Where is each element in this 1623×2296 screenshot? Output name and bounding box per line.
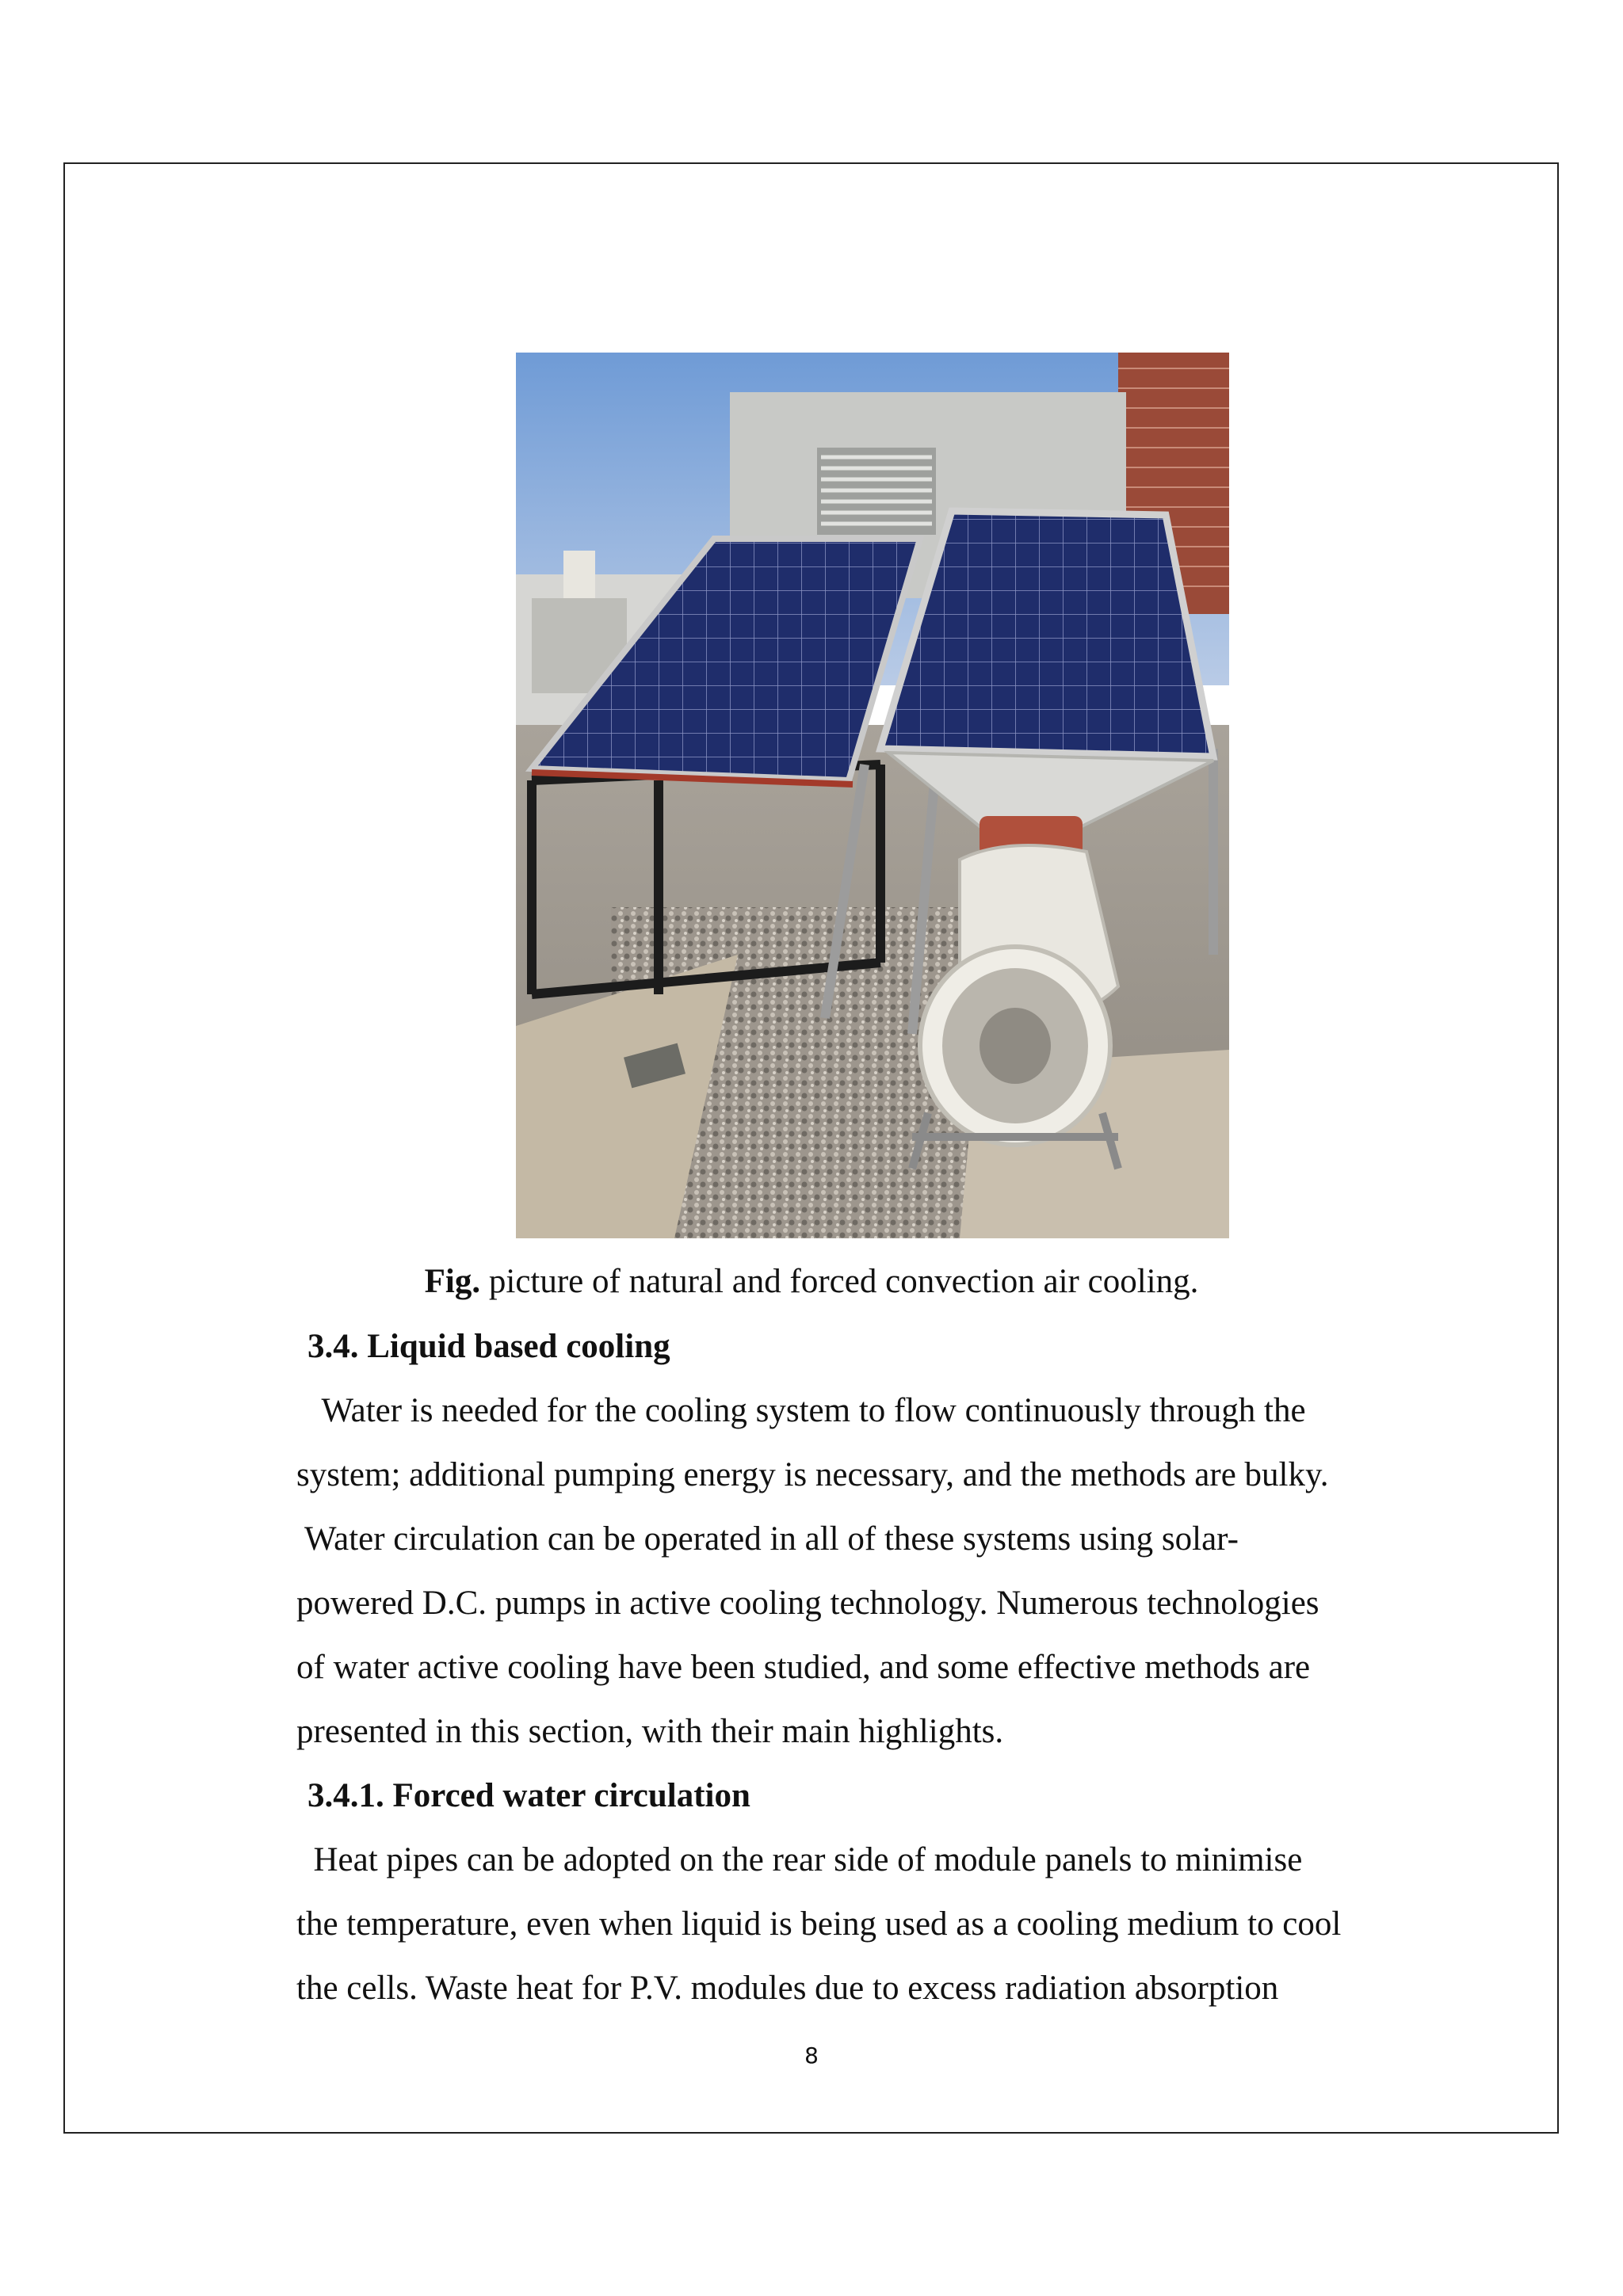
paragraph-line: of water active cooling have been studied, and some effective methods are — [296, 1649, 1311, 1686]
section-heading-3-4: 3.4. Liquid based cooling — [307, 1328, 670, 1365]
paragraph-line: Water is needed for the cooling system to flow continuously through the — [296, 1392, 1306, 1429]
paragraph-line: the temperature, even when liquid is being used as a cooling medium to cool — [296, 1905, 1342, 1943]
figure-caption — [0, 1260, 1623, 1304]
paragraph-line: powered D.C. pumps in active cooling technology. Numerous technologies — [296, 1585, 1319, 1622]
paragraph-line: Water circulation can be operated in all of these systems using solar- — [296, 1520, 1239, 1558]
paragraph-line: presented in this section, with their main highlights. — [296, 1713, 1004, 1750]
paragraph-line: Heat pipes can be adopted on the rear side of module panels to minimise — [296, 1841, 1303, 1878]
solar-cooling-photo — [516, 353, 1229, 1238]
figure-caption-text: picture of natural and forced convection air cooling. — [480, 1263, 1199, 1300]
section-heading-3-4-1: 3.4.1. Forced water circulation — [307, 1777, 750, 1814]
paragraph-line: system; additional pumping energy is necessary, and the methods are bulky. — [296, 1456, 1329, 1493]
figure-label: Fig. — [424, 1263, 481, 1300]
paragraph-line: the cells. Waste heat for P.V. modules due to excess radiation absorption — [296, 1970, 1279, 2007]
page-number: 8 — [804, 2042, 819, 2069]
